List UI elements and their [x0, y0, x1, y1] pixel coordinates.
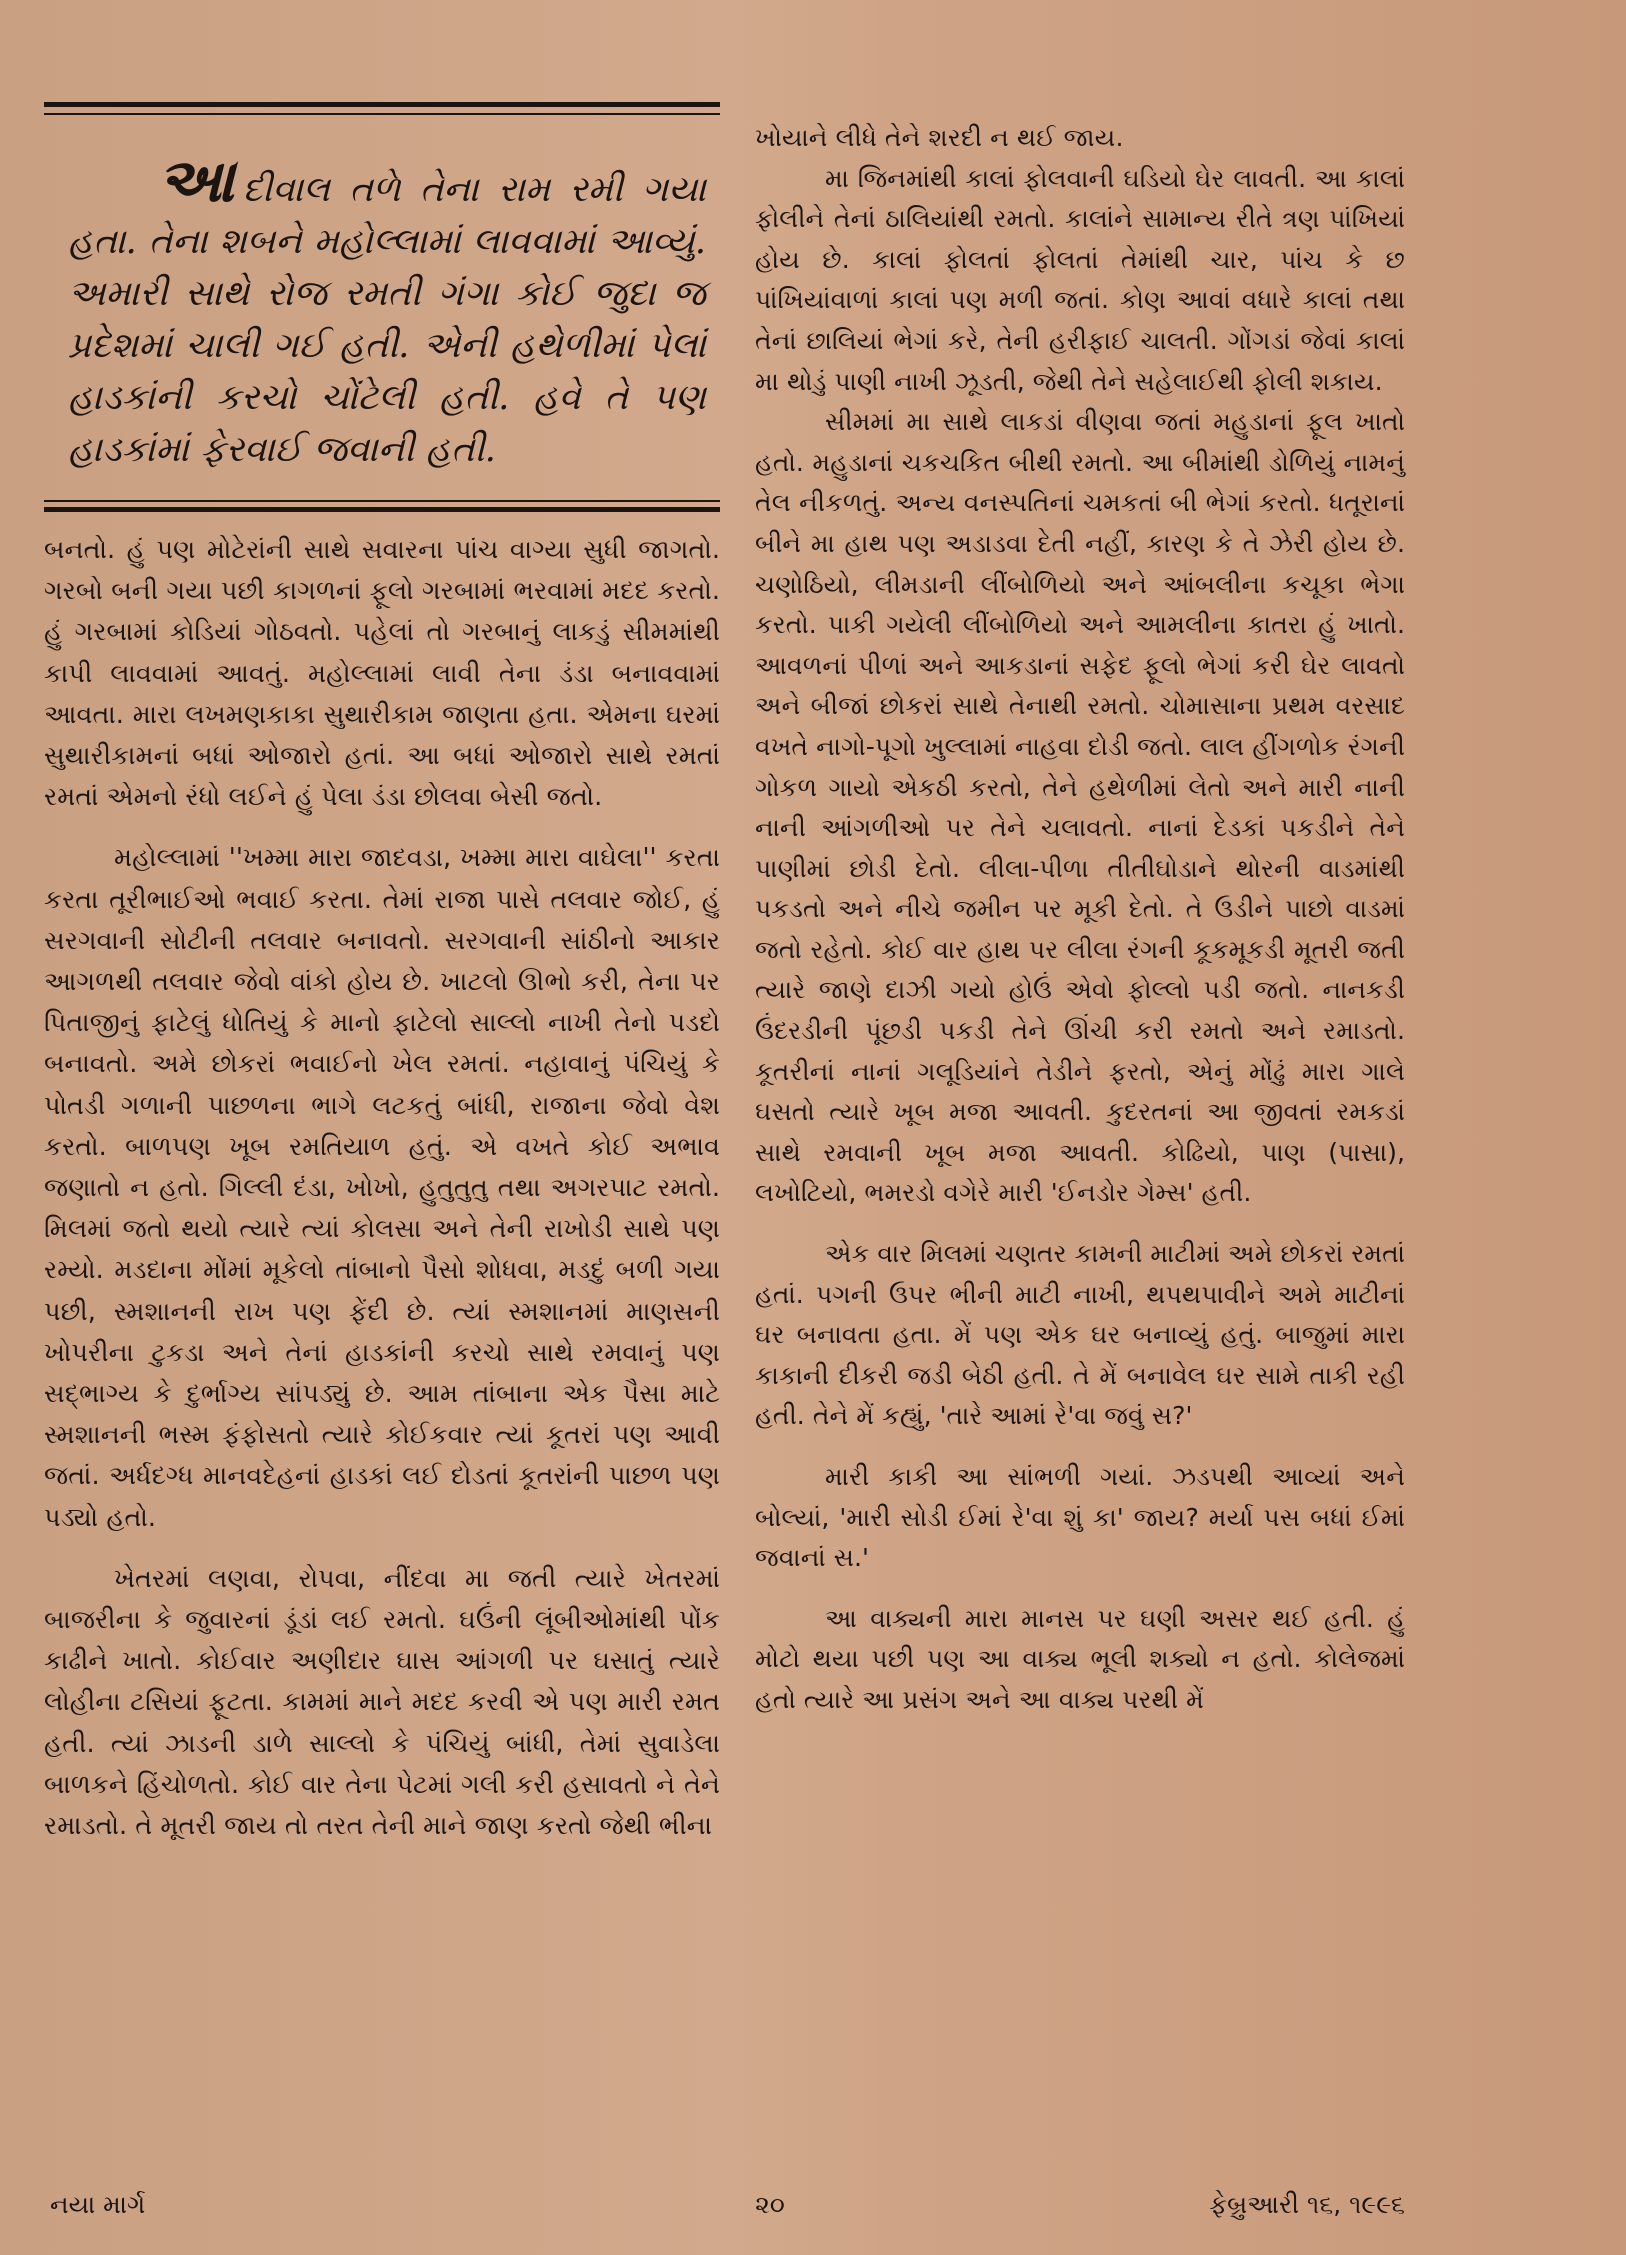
paragraph: ખોયાને લીધે તેને શરદી ન થઈ જાય. — [755, 123, 1124, 152]
paragraph: આ વાક્યની મારા માનસ પર ઘણી અસર થઈ હતી. હું મોટો થયા પછી પણ આ વાક્ય ભૂલી શક્યો ન હતો. કોલેજમાં હતો ત્યારે આ પ્રસંગ અને આ વાક્ય પરથી મેં — [755, 1603, 1405, 1714]
footer-page-number: ૨૦ — [755, 2190, 785, 2219]
paragraph: સીમમાં મા સાથે લાકડાં વીણવા જતાં મહુડાનાં ફૂલ ખાતો હતો. મહુડાનાં ચકચકિત બીથી રમતો. આ બીમાંથી ડોળિયું નામનું તેલ નીકળતું. અન્ય વનસ્પતિનાં ચમકતાં બી ભેગાં કરતો. ધતૂરાનાં બીને મા હાથ પણ અડાડવા દેતી નહીં, કારણ કે તે ઝેરી હોય છે. ચણોઠિયો, લીમડાની લીંબોળિયો અને આંબલીના કચૂકા ભેગા કરતો. પાકી ગયેલી લીંબોળિયો અને આમલીના કાતરા હું ખાતો. આવળનાં પીળાં અને આકડાનાં સફેદ ફૂલો ભેગાં કરી ઘેર લાવતો અને બીજાં છોકરાં સાથે તેનાથી રમતો. ચોમાસાના પ્રથમ વરસાદ વખતે નાગો-પૂગો ખુલ્લામાં નાહવા દોડી જતો. લાલ હીંગળોક રંગની ગોકળ ગાયો એકઠી કરતો, તેને હથેળીમાં લેતો અને મારી નાની નાની આંગળીઓ પર તેને ચલાવતો. નાનાં દેડકાં પકડીને તેને પાણીમાં છોડી દેતો. લીલા-પીળા તીતીઘોડાને થોરની વાડમાંથી પકડતો અને નીચે જમીન પર મૂકી દેતો. તે ઉડીને પાછો વાડમાં જતો રહેતો. કોઈ વાર હાથ પર લીલા રંગની કૂકમૂકડી મૂતરી જતી ત્યારે જાણે દાઝી ગયો હોઉં એવો ફોલ્લો પડી જતો. નાનકડી ઉંદરડીની પૂંછડી પકડી તેને ઊંચી કરી રમતો અને રમાડતો. કૂતરીનાં નાનાં ગલૂડિયાંને તેડીને ફરતો, એનું મોંઢું મારા ગાલે ઘસતો ત્યારે ખૂબ મજા આવતી. કુદરતનાં આ જીવતાં રમકડાં સાથે રમવાની ખૂબ મજા આવતી. કોઢિયો, પાણ (પાસા), લખોટિયો, ભમરડો વગેરે મારી 'ઈનડોર ગેમ્સ' હતી. — [755, 407, 1405, 1208]
right-column — [755, 118, 1405, 1721]
paragraph: એક વાર મિલમાં ચણતર કામની માટીમાં અમે છોકરાં રમતાં હતાં. પગની ઉપર ભીની માટી નાખી, થપથપાવીને અમે માટીનાં ઘર બનાવતા હતા. મેં પણ એક ઘર બનાવ્યું હતું. બાજુમાં મારા કાકાની દીકરી જડી બેઠી હતી. તે મેં બનાવેલ ઘર સામે તાકી રહી હતી. તેને મેં કહ્યું, 'તારે આમાં રે'વા જવું સ?' — [755, 1239, 1405, 1431]
pullquote-top-rule — [44, 102, 720, 115]
paragraph: બનતો. હું પણ મોટેરાંની સાથે સવારના પાંચ વાગ્યા સુધી જાગતો. ગરબો બની ગયા પછી કાગળનાં ફૂલો ગરબામાં ભરવામાં મદદ કરતો. હું ગરબામાં કોડિયાં ગોઠવતો. પહેલાં તો ગરબાનું લાકડું સીમમાંથી કાપી લાવવામાં આવતું. મહોલ્લામાં લાવી તેના ડંડા બનાવવામાં આવતા. મારા લખમણકાકા સુથારીકામ જાણતા હતા. એમના ઘરમાં સુથારીકામનાં બધાં ઓજારો હતાં. આ બધાં ઓજારો સાથે રમતાં રમતાં એમનો રંધો લઈને હું પેલા ડંડા છોલવા બેસી જતો. — [44, 535, 720, 813]
left-column — [44, 102, 720, 1847]
paragraph: મા જિનમાંથી કાલાં ફોલવાની ઘડિયો ઘેર લાવતી. આ કાલાં ફોલીને તેનાં ઠાલિયાંથી રમતો. કાલાંને સામાન્ય રીતે ત્રણ પાંખિયાં હોય છે. કાલાં ફોલતાં ફોલતાં તેમાંથી ચાર, પાંચ કે છ પાંખિયાંવાળાં કાલાં પણ મળી જતાં. કોણ આવાં વધારે કાલાં તથા તેનાં છાલિયાં ભેગાં કરે, તેની હરીફાઈ ચાલતી. ગોંગડાં જેવાં કાલાં મા થોડું પાણી નાખી ઝૂડતી, જેથી તેને સહેલાઈથી ફોલી શકાય. — [755, 163, 1405, 396]
footer-publication: નયા માર્ગ — [50, 2190, 146, 2219]
left-body — [44, 530, 720, 1847]
paragraph: મહોલ્લામાં ''ખમ્મા મારા જાદવડા, ખમ્મા મારા વાઘેલા'' કરતા કરતા તૂરીભાઈઓ ભવાઈ કરતા. તેમાં રાજા પાસે તલવાર જોઈ, હું સરગવાની સોટીની તલવાર બનાવતો. સરગવાની સાંઠીનો આકાર આગળથી તલવાર જેવો વાંકો હોય છે. ખાટલો ઊભો કરી, તેના પર પિતાજીનું ફાટેલું ધોતિયું કે માનો ફાટેલો સાલ્લો નાખી તેનો પડદો બનાવતો. અમે છોકરાં ભવાઈનો ખેલ રમતાં. નહાવાનું પંચિયું કે પોતડી ગળાની પાછળના ભાગે લટકતું બાંધી, રાજાના જેવો વેશ કરતો. બાળપણ ખૂબ રમતિયાળ હતું. એ વખતે કોઈ અભાવ જણાતો ન હતો. ગિલ્લી દંડા, ખોખો, હુતુતુતુ તથા અગરપાટ રમતો. મિલમાં જતો થયો ત્યારે ત્યાં કોલસા અને તેની રાખોડી સાથે પણ રમ્યો. મડદાના મોંમાં મૂકેલો તાંબાનો પૈસો શોધવા, મડદું બળી ગયા પછી, સ્મશાનની રાખ પણ ફેંદી છે. ત્યાં સ્મશાનમાં માણસની ખોપરીના ટુકડા અને તેનાં હાડકાંની કરચો સાથે રમવાનું પણ સદ્ભાગ્ય કે દુર્ભાગ્ય સાંપડ્યું છે. આમ તાંબાના એક પૈસા માટે સ્મશાનની ભસ્મ ફંફોસતો ત્યારે કોઈકવાર ત્યાં કૂતરાં પણ આવી જતાં. અર્ધદગ્ધ માનવદેહનાં હાડકાં લઈ દોડતાં કૂતરાંની પાછળ પણ પડ્યો હતો. — [44, 843, 720, 1533]
footer-date: ફેબ્રુઆરી ૧૬, ૧૯૯૬ — [1209, 2190, 1405, 2219]
paragraph: ખેતરમાં લણવા, રોપવા, નીંદવા મા જતી ત્યારે ખેતરમાં બાજરીના કે જુવારનાં ડૂંડાં લઈ રમતો. ઘઉંની લૂંબીઓમાંથી પોંક કાઢીને ખાતો. કોઈવાર અણીદાર ઘાસ આંગળી પર ઘસાતું ત્યારે લોહીના ટસિયાં ફૂટતા. કામમાં માને મદદ કરવી એ પણ મારી રમત હતી. ત્યાં ઝાડની ડાળે સાલ્લો કે પંચિયું બાંધી, તેમાં સુવાડેલા બાળકને હિંચોળતો. કોઈ વાર તેના પેટમાં ગલી કરી હસાવતો ને તેને રમાડતો. તે મૂતરી જાય તો તરત તેની માને જાણ કરતો જેથી ભીના — [44, 1563, 720, 1842]
paragraph: મારી કાકી આ સાંભળી ગયાં. ઝડપથી આવ્યાં અને બોલ્યાં, 'મારી સોડી ઈમાં રે'વા શું કા' જાય? મર્યા પસ બધાં ઈમાં જવાનાં સ.' — [755, 1462, 1405, 1573]
pullquote-bottom-rule — [44, 500, 720, 512]
pullquote-lead-letter: આ — [158, 146, 235, 216]
pullquote-text: દીવાલ તળે તેના રામ રમી ગયા હતા. તેના શબને મહોલ્લામાં લાવવામાં આવ્યું. અમારી સાથે રોજ રમતી ગંગા કોઈ જુદા જ પ્રદેશમાં ચાલી ગઈ હતી. એની હથેળીમાં પેલાં હાડકાંની કરચો ચોંટેલી હતી. હવે તે પણ હાડકાંમાં ફેરવાઈ જવાની હતી. — [68, 169, 706, 470]
pullquote — [44, 115, 720, 500]
